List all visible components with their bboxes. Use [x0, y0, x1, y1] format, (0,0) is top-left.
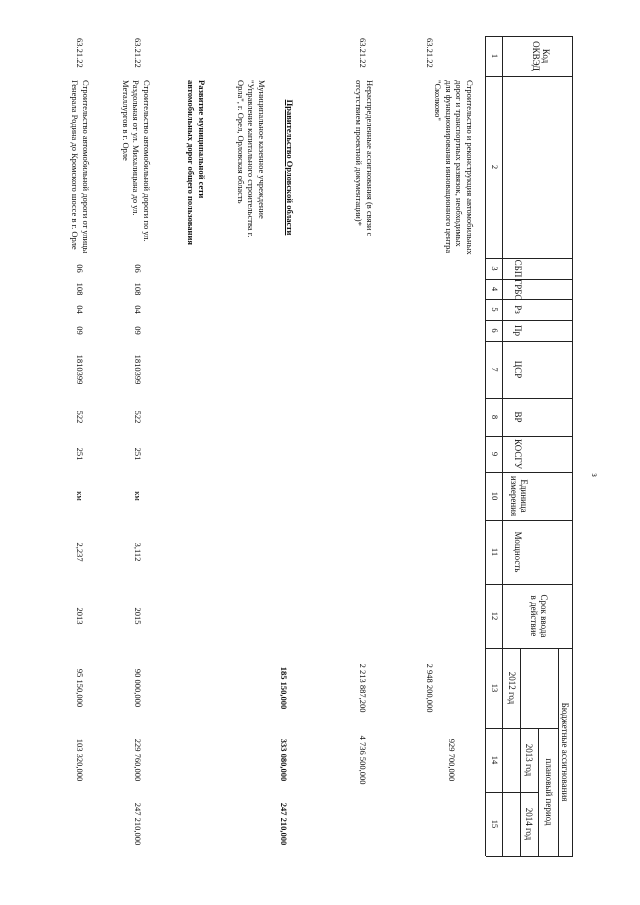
- header-2013: 2013 год: [524, 743, 534, 777]
- row-description: Строительство и реконструкция автомобильных дорог и транспортных развязок, необходимых для функционирования инновационного центра "Сколково": [433, 80, 475, 255]
- col-num: 10: [490, 491, 500, 501]
- col-num: 8: [490, 414, 500, 420]
- row-rz: 04: [133, 305, 143, 314]
- header-2012: 2012 год: [507, 671, 517, 705]
- row-amount-2012: 90 000,000: [133, 668, 143, 708]
- row-amount-2013: 333 080,000: [279, 738, 289, 782]
- row-unit: км: [133, 491, 143, 501]
- row-amount-2014: 247 210,000: [279, 802, 289, 846]
- col-num: 14: [490, 755, 500, 765]
- col-num: 7: [490, 367, 500, 372]
- col-num: 9: [490, 451, 500, 457]
- col-num: 12: [490, 611, 500, 621]
- col-num: 4: [490, 286, 500, 292]
- header-vr: ВР: [513, 411, 523, 423]
- budget-table-sheet: [45, 28, 585, 878]
- row-grbs: 108: [133, 282, 143, 296]
- row-amount-2012: 95 150,000: [75, 668, 85, 708]
- row-csr: 1810399: [75, 354, 85, 385]
- row-unit: км: [75, 491, 85, 501]
- page-number: з: [589, 473, 600, 477]
- col-num: 5: [490, 307, 500, 312]
- header-term: Срок ввода в действие: [529, 594, 549, 638]
- row-description: Нераспределенные ассигнования (в связи с отсутствием проектной документации)*: [354, 80, 375, 237]
- row-pr: 09: [75, 326, 85, 335]
- row-term: 2013: [75, 607, 85, 625]
- row-rz: 04: [75, 305, 85, 314]
- row-sbp: 06: [133, 264, 143, 273]
- header-sbp: СБП: [513, 259, 523, 278]
- row-section-title: Правительство Орловской области: [285, 99, 295, 236]
- row-amount-2013: 103 320,000: [75, 738, 85, 782]
- row-capacity: 2,237: [75, 542, 85, 562]
- col-num: 1: [490, 53, 500, 59]
- row-sbp: 06: [75, 264, 85, 273]
- col-num: 11: [490, 547, 500, 557]
- col-num: 15: [490, 819, 500, 829]
- row-amount-2012: 2 948 200,000: [425, 663, 435, 713]
- row-amount-2012: 185 150,000: [279, 666, 289, 710]
- header-pr: Пр: [513, 325, 523, 336]
- row-csr: 1810399: [133, 354, 143, 385]
- row-amount-2013: 229 760,000: [133, 738, 143, 782]
- col-num: 3: [490, 266, 500, 271]
- row-section-title: Развитие муниципальной сети автомобильных дорог общего пользования: [186, 80, 207, 245]
- row-amount-2012: 2 213 887,200: [358, 663, 368, 713]
- col-num: 6: [490, 328, 500, 333]
- header-2014: 2014 год: [524, 807, 534, 841]
- row-okved: 63.21.22: [358, 38, 368, 68]
- col-num: 13: [490, 683, 500, 693]
- row-kosgu: 251: [75, 447, 85, 461]
- header-plan-period: плановый период: [544, 758, 554, 826]
- row-description: Строительство автомобильной дороги от улицы Генерала Родина до Кромского шоссе в г. Орле: [70, 80, 91, 254]
- row-okved: 63.21.22: [133, 38, 143, 68]
- header-unit: Единица измерения: [509, 475, 529, 517]
- row-amount-2013: 4 736 500,000: [358, 735, 368, 785]
- header-okved: Код ОКВЭД: [531, 41, 551, 71]
- row-okved: 63.21.22: [425, 38, 435, 68]
- row-okved: 63.21.22: [75, 38, 85, 68]
- row-vr: 522: [133, 410, 143, 424]
- row-amount-2014: 247 210,000: [133, 802, 143, 846]
- row-capacity: 3,112: [133, 542, 143, 562]
- row-amount-2013: 929 700,000: [447, 738, 457, 782]
- row-grbs: 108: [75, 282, 85, 296]
- col-num: 2: [490, 164, 500, 170]
- header-rz: Рз: [513, 305, 523, 314]
- header-kosgu: КОСГУ: [513, 439, 523, 469]
- row-pr: 09: [133, 326, 143, 335]
- row-description: Муниципальное казенное учреждение "Управление капитального строительства г. Орла", г. Орел, Орловская область: [236, 80, 267, 238]
- row-description: Строительство автомобильной дороги по ул. Раздольная от ул. Михалицына до ул. Металлургов в г. Орле: [121, 80, 152, 242]
- header-grbs: ГРБС: [513, 279, 523, 301]
- header-budget: Бюджетные ассигнования: [560, 702, 570, 802]
- row-term: 2015: [133, 607, 143, 625]
- header-capacity: Мощность: [513, 531, 523, 573]
- row-kosgu: 251: [133, 447, 143, 461]
- header-csr: ЦСР: [513, 360, 523, 379]
- row-vr: 522: [75, 410, 85, 424]
